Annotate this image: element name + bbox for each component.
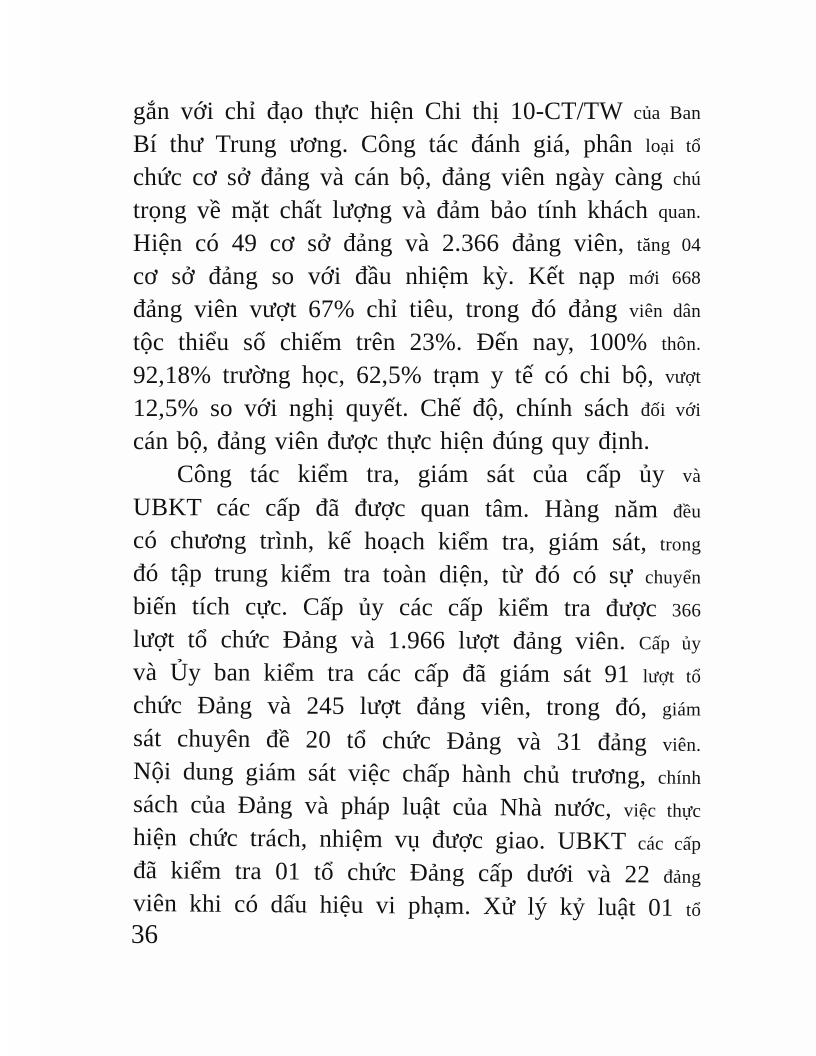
- line-main-text: biến tích cực. Cấp ủy các cấp kiểm tra được: [133, 593, 658, 623]
- line-main-text: tộc thiểu số chiếm trên 23%. Đến nay, 100%: [133, 329, 648, 356]
- line-tail-text: chú: [672, 169, 701, 190]
- line-main-text: 12,5% so với nghị quyết. Chế độ, chính sách: [133, 395, 630, 422]
- text-block: [133, 95, 701, 920]
- line-tail-text: trong: [659, 534, 702, 556]
- line-main-text: sách của Đảng và pháp luật của Nhà nước,: [133, 791, 612, 823]
- line-tail-text: mới 668: [628, 268, 701, 289]
- text-line: [133, 227, 701, 260]
- line-tail-text: thôn.: [661, 334, 702, 355]
- line-tail-text: chuyển: [644, 567, 702, 589]
- line-tail-text: của Ban: [633, 103, 701, 124]
- line-tail-text: đều: [672, 501, 702, 523]
- line-tail-text: chính: [657, 767, 702, 789]
- text-line: [133, 161, 701, 194]
- line-tail-text: đảng: [663, 866, 702, 888]
- line-main-text: chức cơ sở đảng và cán bộ, đảng viên ngày càng: [133, 164, 663, 191]
- line-main-text: cán bộ, đảng viên được thực hiện đúng quy định.: [133, 428, 650, 455]
- text-line: [133, 326, 701, 359]
- line-tail-text: tăng 04: [636, 235, 701, 256]
- text-line: [133, 887, 701, 925]
- line-main-text: Bí thư Trung ương. Công tác đánh giá, phân: [133, 131, 633, 158]
- line-main-text: đảng viên vượt 67% chỉ tiêu, trong đó đảng: [133, 296, 618, 323]
- text-line: [133, 755, 701, 793]
- text-line: [133, 557, 701, 592]
- text-line: [133, 689, 701, 724]
- line-tail-text: đối với: [640, 400, 701, 421]
- line-tail-text: quan.: [658, 202, 702, 223]
- text-line: [133, 491, 701, 526]
- line-main-text: Nội dung giám sát việc chấp hành chủ trương,: [133, 758, 647, 790]
- line-main-text: 92,18% trường học, 62,5% trạm y tế có chi bộ,: [133, 362, 654, 389]
- text-line: [133, 854, 701, 892]
- text-line: [133, 788, 701, 826]
- line-main-text: cơ sở đảng so với đầu nhiệm kỳ. Kết nạp: [133, 263, 616, 290]
- text-line: [133, 425, 701, 458]
- line-tail-text: vượt: [665, 367, 702, 388]
- text-line: [133, 128, 701, 161]
- text-line: [133, 392, 701, 425]
- line-main-text: trọng về mặt chất lượng và đảm bảo tính khách: [133, 197, 649, 224]
- line-main-text: UBKT các cấp đã được quan tâm. Hàng năm: [133, 494, 659, 524]
- line-tail-text: lượt tổ: [642, 666, 702, 688]
- text-line: [133, 95, 701, 128]
- line-main-text: có chương trình, kế hoạch kiểm tra, giám sát,: [133, 527, 647, 557]
- line-main-text: sát chuyên đề 20 tổ chức Đảng và 31 đảng: [133, 725, 648, 757]
- line-main-text: chức Đảng và 245 lượt đảng viên, trong đó,: [133, 692, 648, 722]
- line-tail-text: viên.: [662, 734, 702, 756]
- line-tail-text: tổ: [685, 899, 702, 921]
- text-line: [133, 656, 701, 691]
- text-line: [133, 194, 701, 227]
- line-main-text: đó tập trung kiểm tra toàn diện, từ đó có sự: [133, 560, 633, 590]
- line-tail-text: 366: [671, 600, 702, 622]
- line-main-text: gắn với chỉ đạo thực hiện Chi thị 10-CT/TW: [133, 98, 623, 125]
- text-line: [133, 524, 701, 559]
- text-line: [133, 590, 701, 625]
- line-main-text: lượt tổ chức Đảng và 1.966 lượt đảng viên.: [133, 626, 626, 656]
- line-main-text: và Ủy ban kiểm tra các cấp đã giám sát 91: [133, 659, 630, 689]
- text-line: [133, 458, 701, 491]
- line-tail-text: giám: [662, 699, 702, 721]
- line-main-text: hiện chức trách, nhiệm vụ được giao. UBKT: [133, 824, 626, 856]
- line-main-text: viên khi có dấu hiệu vi phạm. Xử lý kỷ luật 01: [133, 890, 674, 922]
- text-line: [133, 821, 701, 859]
- text-line: [133, 293, 701, 326]
- line-tail-text: việc thực: [623, 800, 702, 822]
- text-line: [133, 260, 701, 293]
- line-main-text: đã kiểm tra 01 tổ chức Đảng cấp dưới và 22: [133, 857, 651, 889]
- page-number: 36: [131, 919, 158, 949]
- line-tail-text: viên dân: [629, 301, 701, 322]
- text-line: [133, 722, 701, 760]
- line-tail-text: loại tổ: [645, 136, 701, 157]
- line-tail-text: các cấp: [637, 833, 702, 855]
- line-main-text: Công tác kiểm tra, giám sát của cấp ủy: [177, 461, 665, 488]
- line-tail-text: và: [682, 466, 702, 487]
- text-line: [133, 623, 701, 658]
- line-main-text: Hiện có 49 cơ sở đảng và 2.366 đảng viên,: [133, 230, 625, 257]
- line-tail-text: Cấp ủy: [638, 633, 702, 655]
- text-line: [133, 359, 701, 392]
